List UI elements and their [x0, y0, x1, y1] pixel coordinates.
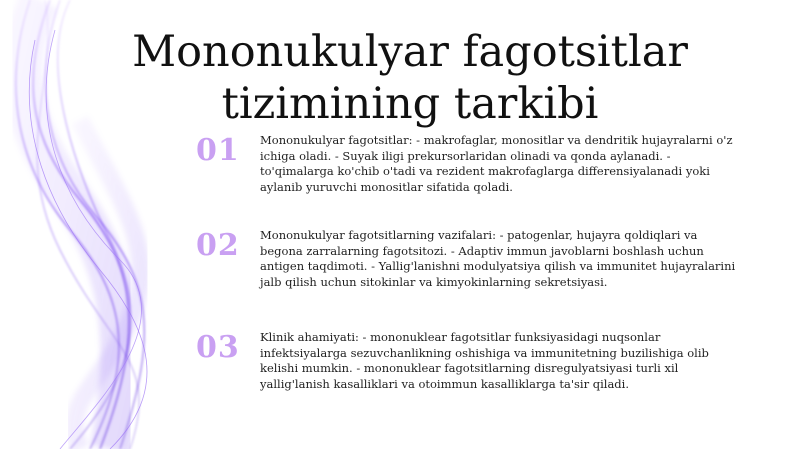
item-number: 02: [196, 228, 240, 263]
item-text: Klinik ahamiyati: - mononuklear fagotsitlar funksiyasidagi nuqsonlar infektsiyalarga sezuvchanlikning oshishiga va immunitetning buzilishiga olib kelishi mumkin. - mononuklear fagotsitlarning disregulyatsiyasi turli xil yallig'lanish kasalliklari va otoimmun kasalliklarga ta'sir qiladi.: [260, 330, 709, 391]
item-number: 01: [196, 133, 240, 168]
page-title: Mononukulyar fagotsitlar tizimining tarkibi: [132, 27, 688, 129]
item-number: 03: [196, 330, 240, 365]
item-text: Mononukulyar fagotsitlarning vazifalari: - patogenlar, hujayra qoldiqlari va begona zarralarning fagotsitozi. - Adaptiv immun javoblarni boshlash uchun antigen taqdimoti. - Yallig'lanishni modulyatsiya qilish va immunitet hujayralarini jalb qilish uchun sitokinlar va kimyokinlarning sekretsiyasi.: [260, 228, 736, 289]
item-text: Mononukulyar fagotsitlar: - makrofaglar, monositlar va dendritik hujayralarni o'z ichiga oladi. - Suyak iligi prekursorlaridan olinadi va qonda aylanadi. - to'qimalarga ko'chib o'tadi va rezident makrofaglarga differensiyalanadi yoki aylanib yuruvchi monositlar sifatida qoladi.: [260, 133, 733, 194]
